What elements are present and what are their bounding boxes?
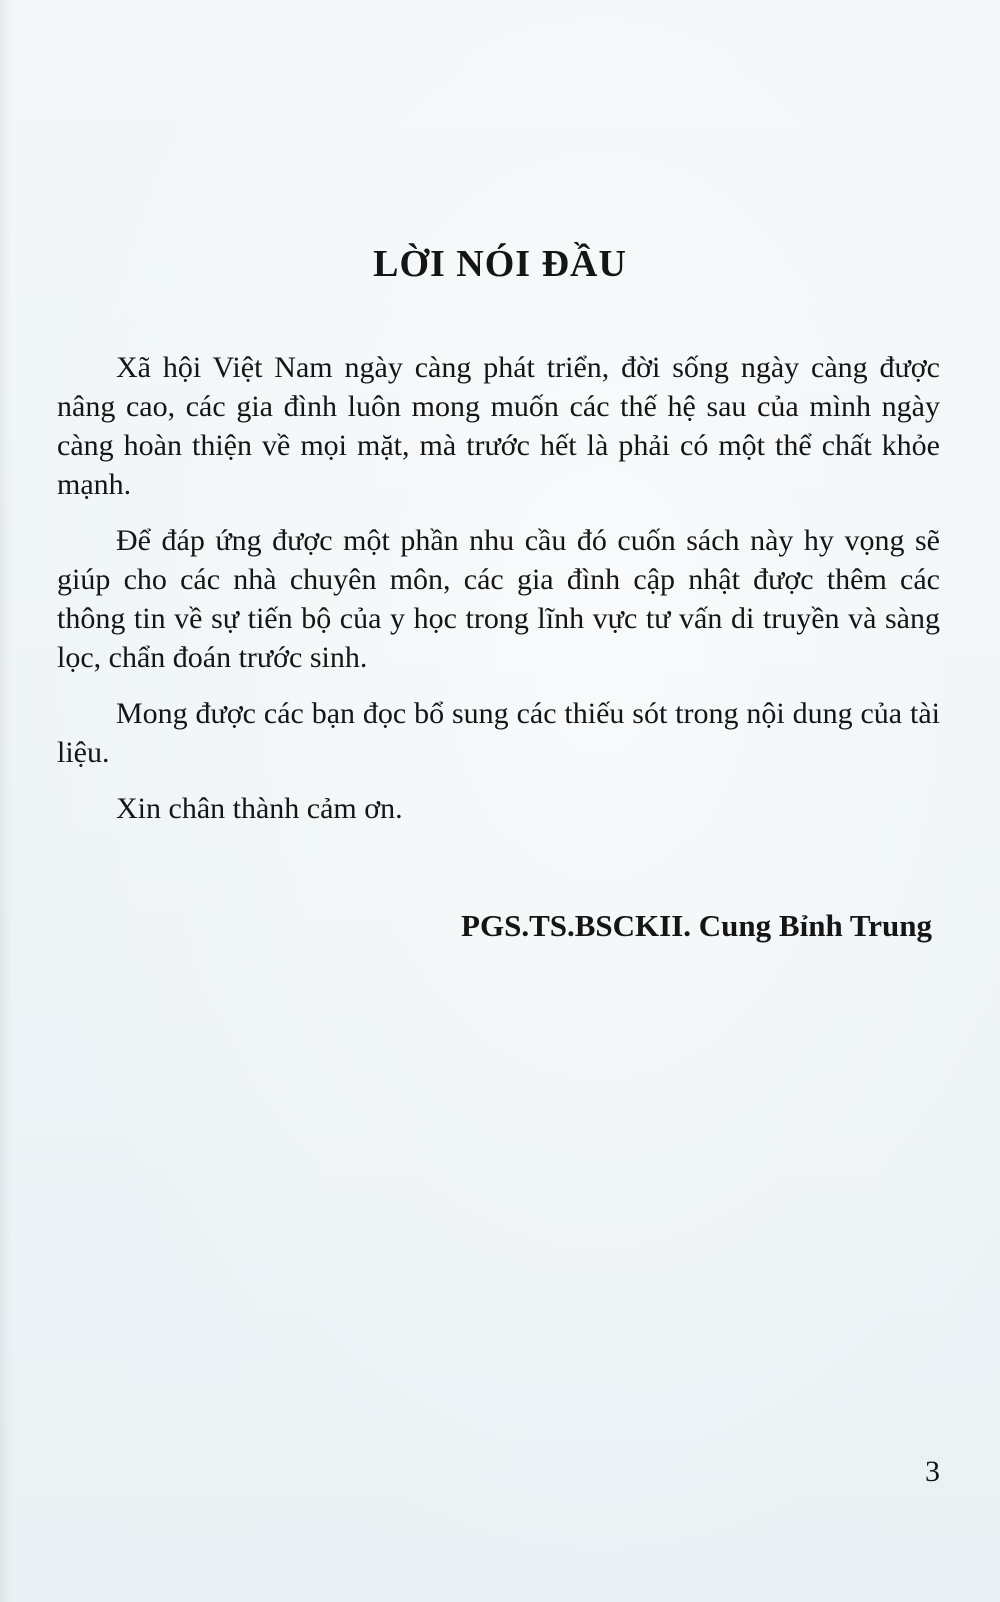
page-title: LỜI NÓI ĐẦU — [373, 243, 627, 285]
foreword-body — [57, 348, 940, 845]
page-number: 3 — [925, 1455, 940, 1488]
author-signature: PGS.TS.BSCKII. Cung Bỉnh Trung — [461, 908, 932, 943]
paragraph-1: Xã hội Việt Nam ngày càng phát triển, đời sống ngày càng được nâng cao, các gia đình luôn mong muốn các thế hệ sau của mình ngày càng hoàn thiện về mọi mặt, mà trước hết là phải có một thể chất khỏe mạnh. — [57, 351, 940, 501]
paragraph-2: Để đáp ứng được một phần nhu cầu đó cuốn sách này hy vọng sẽ giúp cho các nhà chuyên môn, các gia đình cập nhật được thêm các thông tin về sự tiến bộ của y học trong lĩnh vực tư vấn di truyền và sàng lọc, chẩn đoán trước sinh. — [57, 524, 940, 674]
paragraph-3: Mong được các bạn đọc bổ sung các thiếu sót trong nội dung của tài liệu. — [57, 697, 940, 769]
paragraph-4: Xin chân thành cảm ơn. — [116, 792, 403, 825]
